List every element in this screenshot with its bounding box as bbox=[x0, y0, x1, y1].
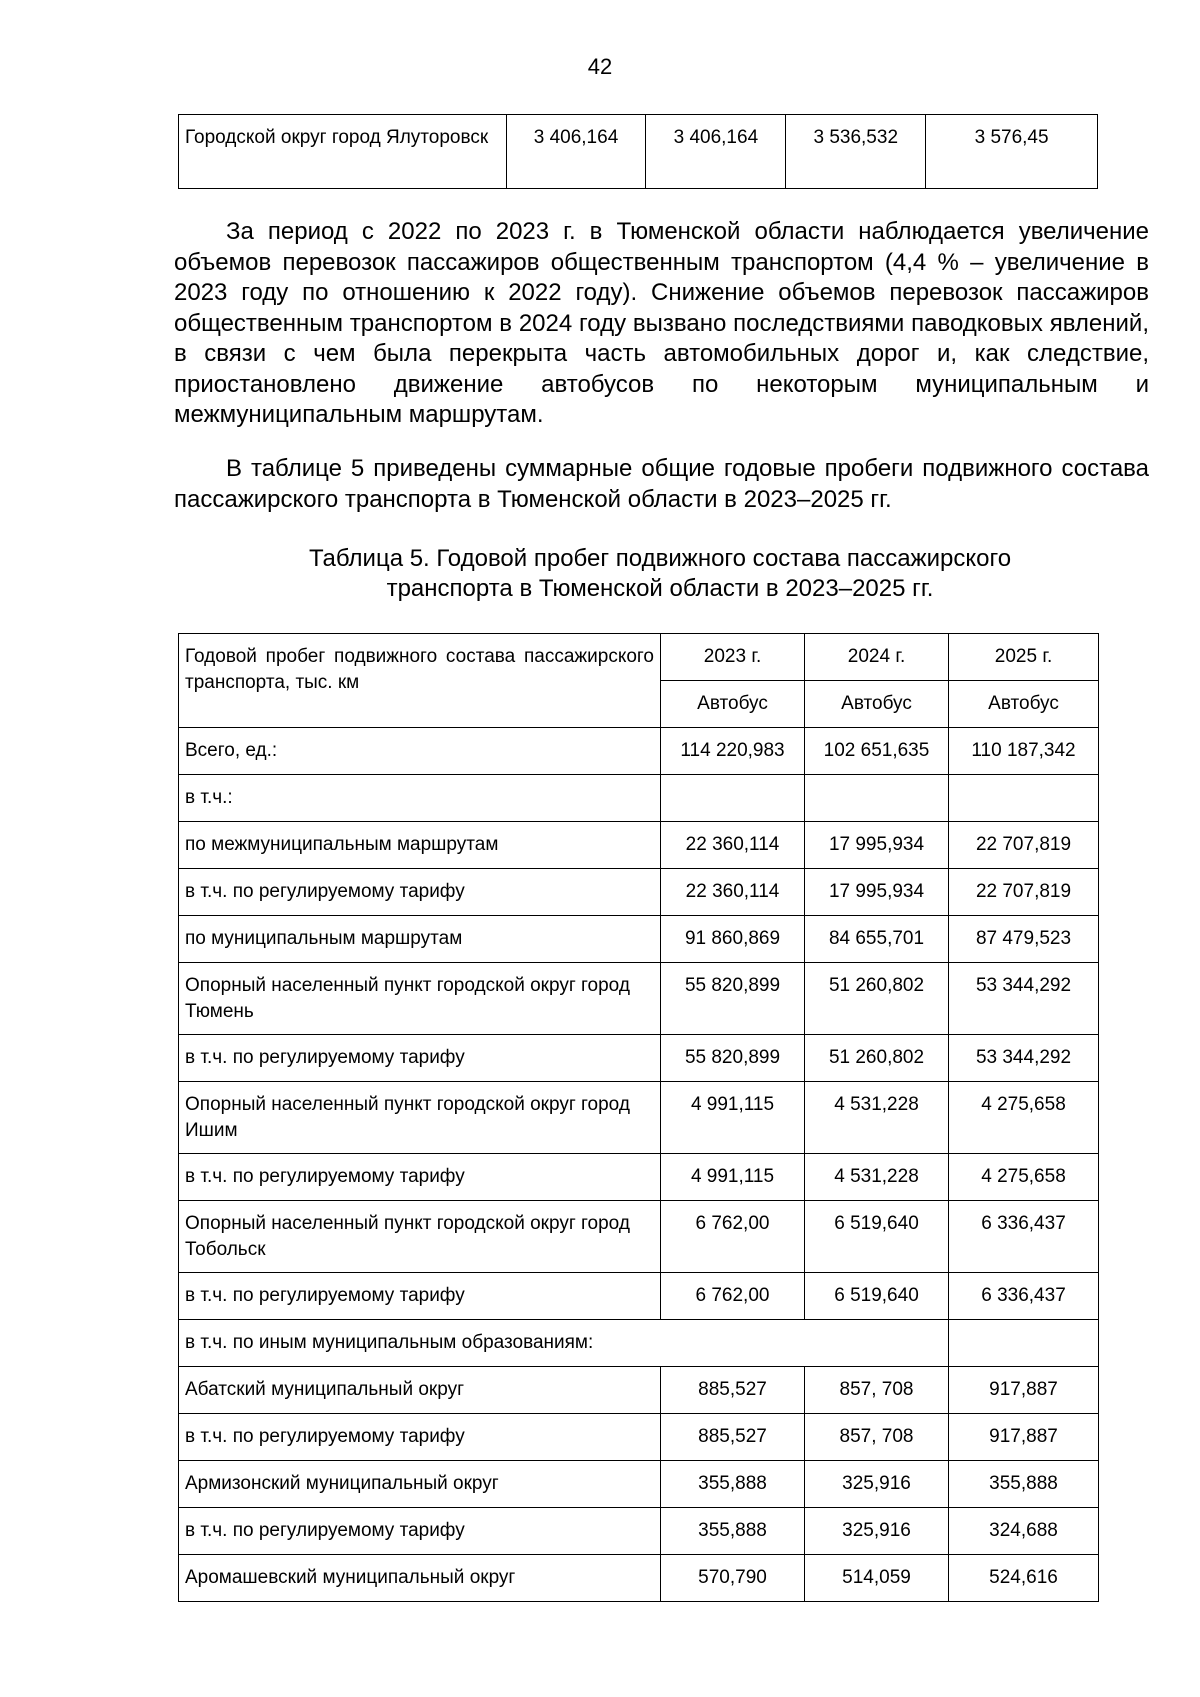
row-label: в т.ч.: bbox=[179, 775, 661, 822]
value-cell: 55 820,899 bbox=[661, 1035, 805, 1082]
row-label: Опорный населенный пункт городской округ город Тобольск bbox=[179, 1201, 661, 1273]
value-cell: 917,887 bbox=[949, 1414, 1099, 1461]
value-cell: 4 531,228 bbox=[805, 1154, 949, 1201]
row-label: в т.ч. по регулируемому тарифу bbox=[179, 1414, 661, 1461]
table-row bbox=[179, 115, 1098, 189]
value-cell: 17 995,934 bbox=[805, 822, 949, 869]
value-cell: 4 991,115 bbox=[661, 1082, 805, 1154]
row-label: Всего, ед.: bbox=[179, 728, 661, 775]
table-row bbox=[179, 1035, 1099, 1082]
value-cell: 3 406,164 bbox=[506, 115, 646, 189]
continued-table bbox=[178, 114, 1098, 189]
value-cell: 22 707,819 bbox=[949, 869, 1099, 916]
value-cell: 885,527 bbox=[661, 1414, 805, 1461]
value-cell: 857, 708 bbox=[805, 1414, 949, 1461]
table-row bbox=[179, 1320, 1099, 1367]
value-cell: 324,688 bbox=[949, 1508, 1099, 1555]
value-cell: 91 860,869 bbox=[661, 916, 805, 963]
vehicle-header: Автобус bbox=[805, 681, 949, 728]
value-cell bbox=[805, 775, 949, 822]
table-row bbox=[179, 1555, 1099, 1602]
value-cell: 514,059 bbox=[805, 1555, 949, 1602]
row-label: Аромашевский муниципальный округ bbox=[179, 1555, 661, 1602]
value-cell: 55 820,899 bbox=[661, 963, 805, 1035]
value-cell: 355,888 bbox=[949, 1461, 1099, 1508]
table-row bbox=[179, 1508, 1099, 1555]
value-cell: 3 536,532 bbox=[786, 115, 926, 189]
row-label: Опорный населенный пункт городской округ город Ишим bbox=[179, 1082, 661, 1154]
row-label: в т.ч. по регулируемому тарифу bbox=[179, 1154, 661, 1201]
value-cell: 22 707,819 bbox=[949, 822, 1099, 869]
value-cell: 355,888 bbox=[661, 1461, 805, 1508]
value-cell bbox=[949, 1320, 1099, 1367]
value-cell: 114 220,983 bbox=[661, 728, 805, 775]
value-cell: 6 336,437 bbox=[949, 1201, 1099, 1273]
value-cell: 3 576,45 bbox=[926, 115, 1098, 189]
vehicle-header: Автобус bbox=[661, 681, 805, 728]
value-cell bbox=[661, 775, 805, 822]
value-cell: 110 187,342 bbox=[949, 728, 1099, 775]
vehicle-header: Автобус bbox=[949, 681, 1099, 728]
table-row bbox=[179, 1367, 1099, 1414]
value-cell: 885,527 bbox=[661, 1367, 805, 1414]
value-cell: 4 531,228 bbox=[805, 1082, 949, 1154]
year-header: 2023 г. bbox=[661, 634, 805, 681]
value-cell: 4 991,115 bbox=[661, 1154, 805, 1201]
value-cell: 6 336,437 bbox=[949, 1273, 1099, 1320]
row-label: Опорный населенный пункт городской округ город Тюмень bbox=[179, 963, 661, 1035]
row-label: в т.ч. по регулируемому тарифу bbox=[179, 1035, 661, 1082]
table-row bbox=[179, 1461, 1099, 1508]
value-cell: 6 762,00 bbox=[661, 1201, 805, 1273]
value-cell: 17 995,934 bbox=[805, 869, 949, 916]
value-cell bbox=[949, 775, 1099, 822]
table-row bbox=[179, 1154, 1099, 1201]
row-label: Армизонский муниципальный округ bbox=[179, 1461, 661, 1508]
row-label: в т.ч. по регулируемому тарифу bbox=[179, 1273, 661, 1320]
value-cell: 87 479,523 bbox=[949, 916, 1099, 963]
table-row bbox=[179, 1273, 1099, 1320]
row-label: в т.ч. по регулируемому тарифу bbox=[179, 1508, 661, 1555]
value-cell: 4 275,658 bbox=[949, 1154, 1099, 1201]
row-label: в т.ч. по регулируемому тарифу bbox=[179, 869, 661, 916]
row-label: в т.ч. по иным муниципальным образованиям: bbox=[179, 1320, 949, 1367]
value-cell: 355,888 bbox=[661, 1508, 805, 1555]
mileage-table bbox=[178, 633, 1099, 1602]
year-header: 2025 г. bbox=[949, 634, 1099, 681]
table-row bbox=[179, 822, 1099, 869]
value-cell: 22 360,114 bbox=[661, 869, 805, 916]
value-cell: 3 406,164 bbox=[646, 115, 786, 189]
value-cell: 325,916 bbox=[805, 1461, 949, 1508]
value-cell: 6 762,00 bbox=[661, 1273, 805, 1320]
row-label: Городской округ город Ялуторовск bbox=[179, 115, 507, 189]
value-cell: 53 344,292 bbox=[949, 1035, 1099, 1082]
table-row bbox=[179, 869, 1099, 916]
table-row bbox=[179, 728, 1099, 775]
value-cell: 4 275,658 bbox=[949, 1082, 1099, 1154]
table-row bbox=[179, 1082, 1099, 1154]
value-cell: 51 260,802 bbox=[805, 1035, 949, 1082]
value-cell: 325,916 bbox=[805, 1508, 949, 1555]
value-cell: 570,790 bbox=[661, 1555, 805, 1602]
row-label: по межмуниципальным маршрутам bbox=[179, 822, 661, 869]
value-cell: 53 344,292 bbox=[949, 963, 1099, 1035]
value-cell: 6 519,640 bbox=[805, 1273, 949, 1320]
table-caption bbox=[240, 544, 1080, 604]
body-paragraph: В таблице 5 приведены суммарные общие годовые пробеги подвижного состава пассажирского транспорта в Тюменской области в 2023–2025 гг. bbox=[174, 455, 1149, 513]
value-cell: 524,616 bbox=[949, 1555, 1099, 1602]
table-row bbox=[179, 1414, 1099, 1461]
row-label: по муниципальным маршрутам bbox=[179, 916, 661, 963]
value-cell: 917,887 bbox=[949, 1367, 1099, 1414]
value-cell: 6 519,640 bbox=[805, 1201, 949, 1273]
body-paragraph: За период с 2022 по 2023 г. в Тюменской области наблюдается увеличение объемов перевозок пассажиров общественным транспортом (4,4 % – увеличение в 2023 году по отношению к 2022 году). Снижение объемов перевозок пассажиров общественным транспортом в 2024 году вызвано последствиями паводковых явлений, в связи с чем была перекрыта часть автомобильных дорог и, как следствие, приостановлено движение автобусов по некоторым муниципальным и межмуниципальным маршрутам. bbox=[174, 218, 1149, 428]
value-cell: 857, 708 bbox=[805, 1367, 949, 1414]
page-number: 42 bbox=[587, 54, 613, 79]
header-row bbox=[179, 634, 1099, 681]
caption-line: транспорта в Тюменской области в 2023–2025 гг. bbox=[386, 575, 934, 602]
caption-line: Таблица 5. Годовой пробег подвижного состава пассажирского bbox=[308, 545, 1012, 572]
value-cell: 84 655,701 bbox=[805, 916, 949, 963]
header-label: Годовой пробег подвижного состава пассажирского транспорта, тыс. км bbox=[179, 634, 661, 728]
table-row bbox=[179, 775, 1099, 822]
row-label: Абатский муниципальный округ bbox=[179, 1367, 661, 1414]
table-row bbox=[179, 916, 1099, 963]
value-cell: 102 651,635 bbox=[805, 728, 949, 775]
value-cell: 51 260,802 bbox=[805, 963, 949, 1035]
table-row bbox=[179, 1201, 1099, 1273]
value-cell: 22 360,114 bbox=[661, 822, 805, 869]
year-header: 2024 г. bbox=[805, 634, 949, 681]
table-row bbox=[179, 963, 1099, 1035]
